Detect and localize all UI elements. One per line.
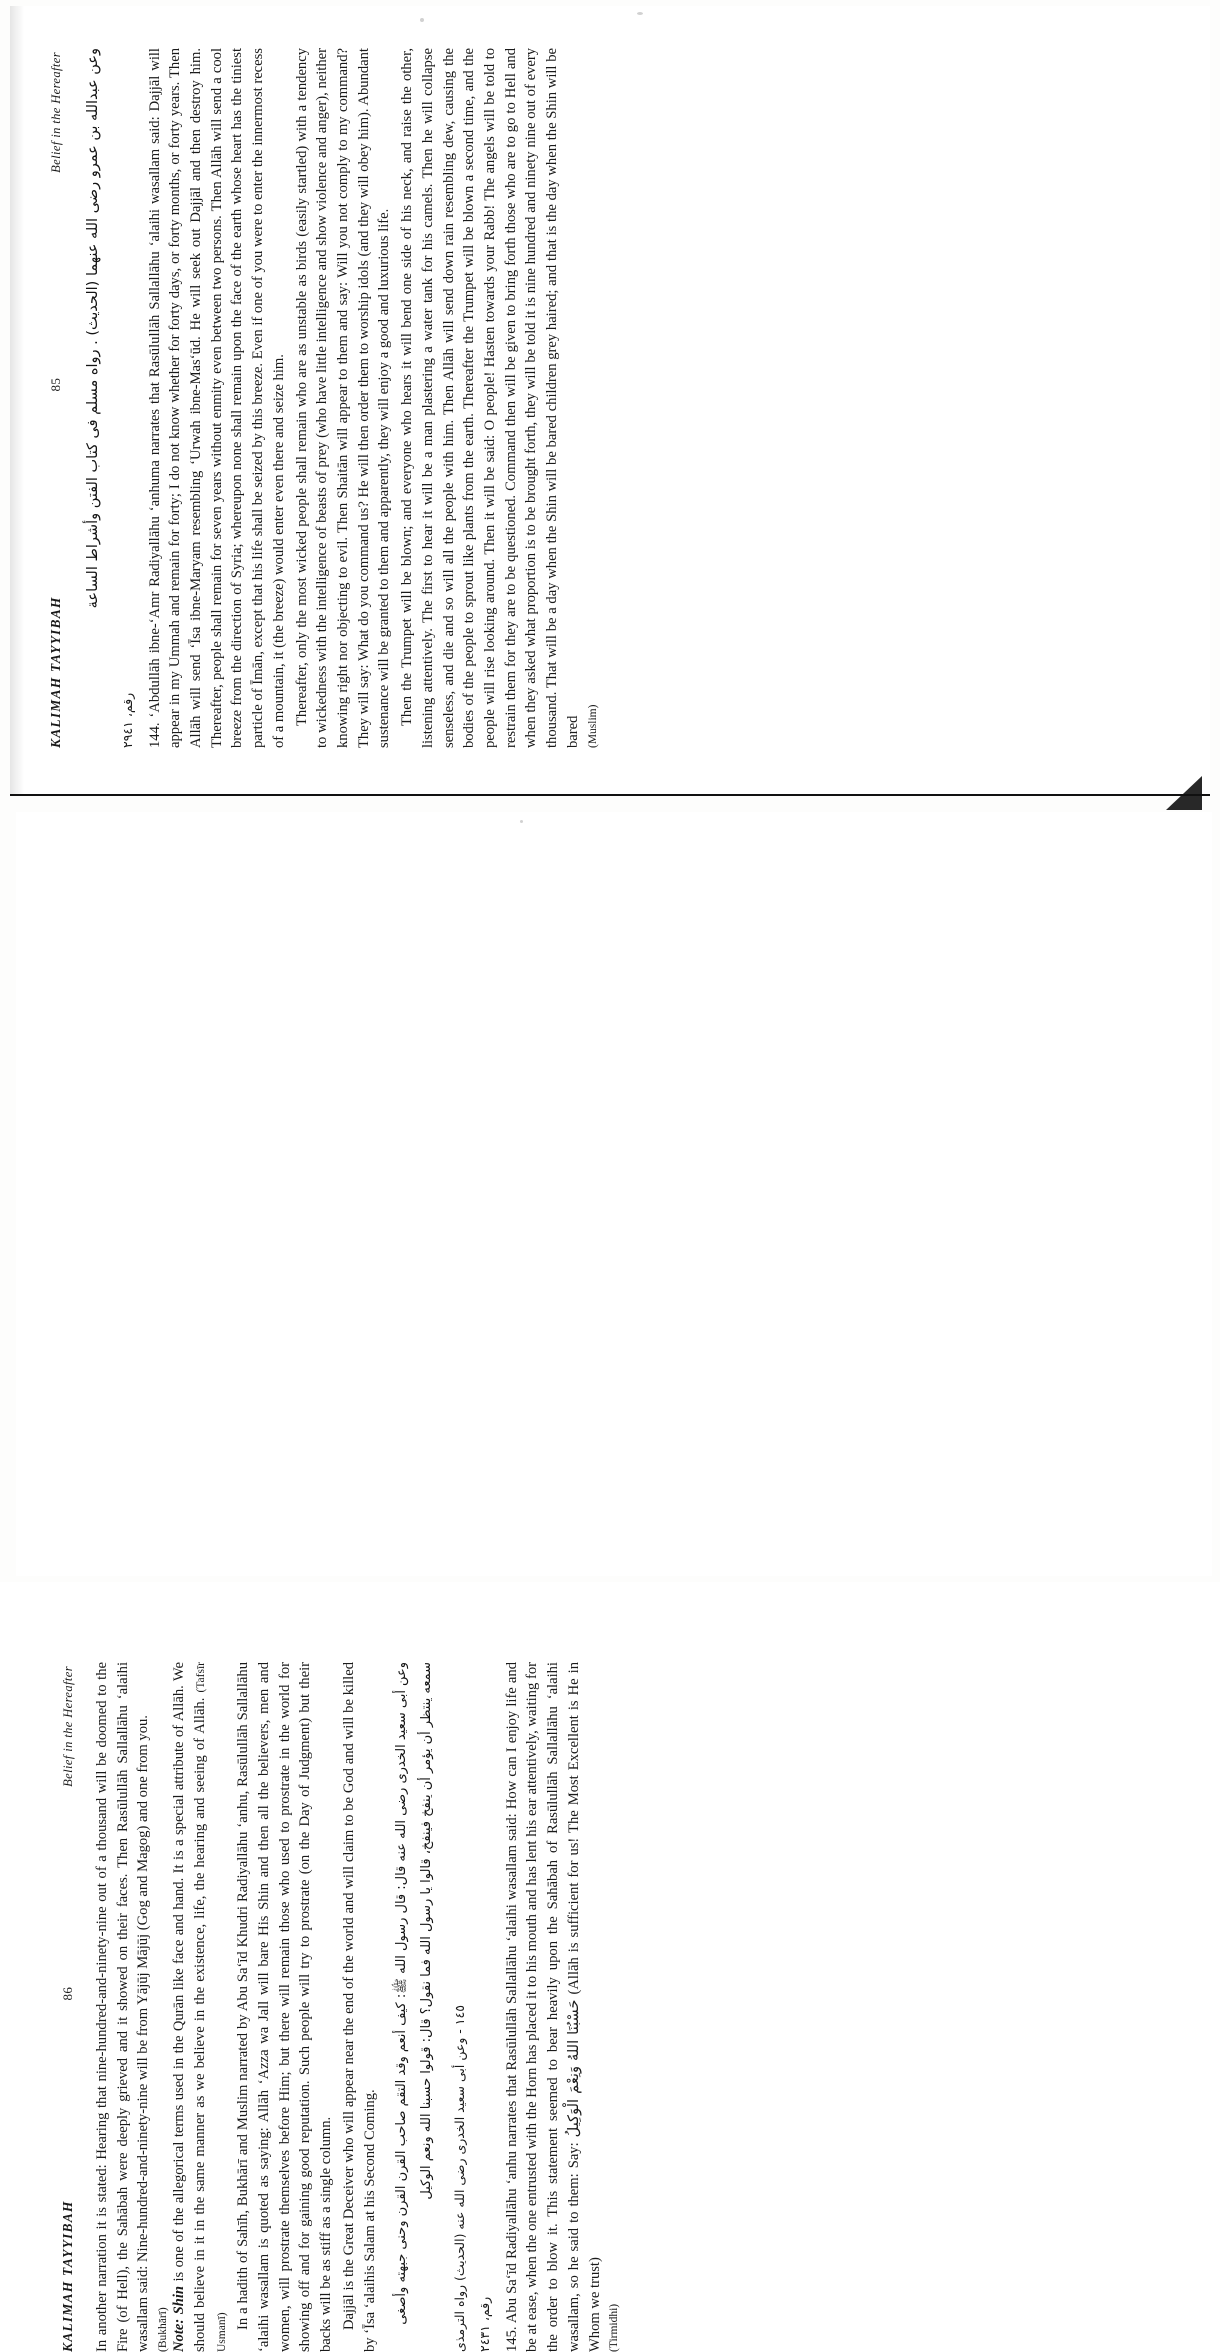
running-head-85	[48, 48, 64, 748]
paragraph-trumpet: Then the Trumpet will be blown; and everyone who hears it will bend one side of his neck, and raise the other, listening attentively. The first to hear it will be a man plastering a water tank for his camels. Then he will collapse senseless, and die and so will all the people with him. Then Allāh will send down rain resembling dew, causing the bodies of the people to sprout like plants from the earth. Thereafter the Trumpet will be blown a second time, and the people will rise looking around. Then it will be said: O people! Hasten towards your Rabb! The angels will be told to restrain them for they are to be questioned. Command then will be given to bring forth those who are to go to Hell and when they asked what proportion is to be brought forth, they will be told it is nine hundred and ninety nine out of every thousand. That will be a day when the Shin will be bared children grey haired; and that is the day when the Shin will be bared	[399, 48, 581, 748]
book-title: KALIMAH TAYYIBAH	[48, 596, 63, 748]
page-fold-corner	[1166, 776, 1202, 810]
source-citation-86: (Tirmidhi)	[608, 2303, 621, 2352]
scan-speck	[520, 820, 523, 823]
arabic-heading-85: وعن عبدالله بن عمرو رضى الله عنهما (الحديث) . رواه مسلم فى كتاب الفتن وأشراط الساعة	[85, 48, 101, 609]
arabic-reference-86: ١٤٥ - وعن أبى سعيد الخدرى رضى الله عنه (الحديث) رواه الترمذى	[451, 2005, 467, 2352]
note-source: (Tafsīr Usmanī)	[194, 1662, 228, 2352]
paragraph-sahih-hadith: In a hadith of Sahīh, Bukhārī and Muslim narrated by Abu Sa‘īd Khudri Radiyallāhu ‘anhu, Rasūlullāh Sallallāhu ‘alaihi wasallam is quoted as saying: Allāh ‘Azza wa Jall will bare His Shin and then all the believers, men and women, will prostrate themselves before Him; but there will remain those who used to prostrate in the world for showing off and for gaining good reputation. Such people will try to prostrate (on the Day of Judgment) but their backs will be as stiff as a single column.	[235, 1662, 335, 2352]
page-85-text-block	[48, 48, 1168, 748]
page-edge-shadow	[10, 6, 24, 794]
note-text: is one of the allegorical terms used in the Qurān like face and hand. It is a special attribute of Allāh. We should believe in it in the same manner as we believe in the existence, life, the hearing and seeing of Allāh.	[171, 1662, 208, 2352]
folio-number: 85	[48, 377, 63, 392]
arabic-reference-85: رقم، ٢٩٤١	[119, 692, 135, 748]
paragraph-dajjal: Dajjāl is the Great Deceiver who will appear near the end of the world and will claim to be God and will be killed by ‘Īsa ‘alaihis Salam at his Second Coming.	[340, 1662, 378, 2352]
arabic-heading-86: وعن أبى سعيد الخدرى رضى الله عنه قال: قال رسول الله ﷺ: كيف أنعم وقد التقم صاحب القرن القرن وحنى جبهته وأصغى سمعه ينتظر أن يؤمر أن ينفخ فينفخ، قالوا يا رسول الله فما نقول؟ قال: قولوا حسبنا الله ونعم الوكيل	[394, 1662, 435, 2325]
book-title: KALIMAH TAYYIBAH	[60, 2200, 75, 2352]
paragraph-another-narration: In another narration it is stated: Hearing that nine-hundred-and-ninety-nine out of a thousand will be doomed to the Fire (of Hell), the Sahābah were deeply grieved and it showed on their faces. Then Rasūlullāh Sallallāhu ‘alaihi wasallam said: Nine-hundred-and-ninety-nine will be from Yājūj Mājūj (Gog and Magog) and one from you.	[94, 1662, 152, 2352]
note-label: Note: Shin	[171, 2285, 188, 2352]
folio-number: 86	[60, 1986, 75, 2001]
scan-speck	[637, 12, 643, 15]
section-title: Belief in the Hereafter	[49, 52, 63, 173]
page-86-text-block	[60, 1662, 1180, 2352]
book-page-86	[16, 812, 1212, 2352]
hadith-144-paragraph: 144. ‘Abdullāh ibne-‘Amr Radiyallāhu ‘anhuma narrates that Rasūlullāh Sallallāhu ‘alaihi wasallam said: Dajjāl will appear in my Ummah and remain for forty; I do not know whether for forty days, or forty months, or forty years. Then Allāh will send ‘Īsa ibne-Maryam resembling ‘Urwah ibne-Mas‘ūd. He will seek out Dajjāl and then destroy him. Thereafter, people shall remain for seven years without enmity even between two persons. Then Allāh will send a cool breeze from the direction of Syria; whereupon none shall remain upon the face of the earth whose heart has the tiniest particle of Īmān, except that his life shall be seized by this breeze. Even if one of you were to enter the innermost recess of a mountain, it (the breeze) would enter even there and seize him.	[146, 48, 287, 748]
source-citation-bukhari: (Bukhārī)	[157, 2307, 170, 2352]
source-citation-85: (Muslim)	[586, 704, 599, 748]
section-title: Belief in the Hereafter	[61, 1666, 75, 1787]
paragraph-wicked-people: Thereafter, only the most wicked people shall remain who are as unstable as birds (easily startled) with a tendency to wickedness with the intelligence of beasts of prey (who have little intelligence and show violence and anger), neither knowing right nor objecting to evil. Then Shaitān will appear to them and say: Will you not comply to my command? They will say: What do you command us? He will then order them to worship idols (and they will obey him). Abundant sustenance will be granted to them and apparently, they will enjoy a good and luxurious life.	[293, 48, 393, 748]
scan-speck	[420, 18, 424, 22]
note-paragraph	[169, 1662, 231, 2352]
running-head-86	[60, 1662, 76, 2352]
book-page-85	[10, 6, 1210, 796]
hadith-145-paragraph: 145. Abu Sa‘īd Radiyallāhu ‘anhu narrates that Rasūlullāh Sallallāhu ‘alaihi wasallam said: How can I enjoy life and be at ease, when the one entrusted with the Horn has placed it to his mouth and has lent his ear attentively, waiting for the order to blow it. This statement seemed to bear heavily upon the Sahābah of Rasūlullāh Sallallāhu ‘alaihi wasallam, so he said to them: Say: حَسْبُنَا اللهُ وَنِعْمَ الْوَكِيلُ (Allāh is sufficient for us! The Most Excellent is He in Whom we trust)	[503, 1661, 603, 2352]
arabic-reference-86-number: رقم، ٢٤٣١	[476, 2296, 492, 2352]
